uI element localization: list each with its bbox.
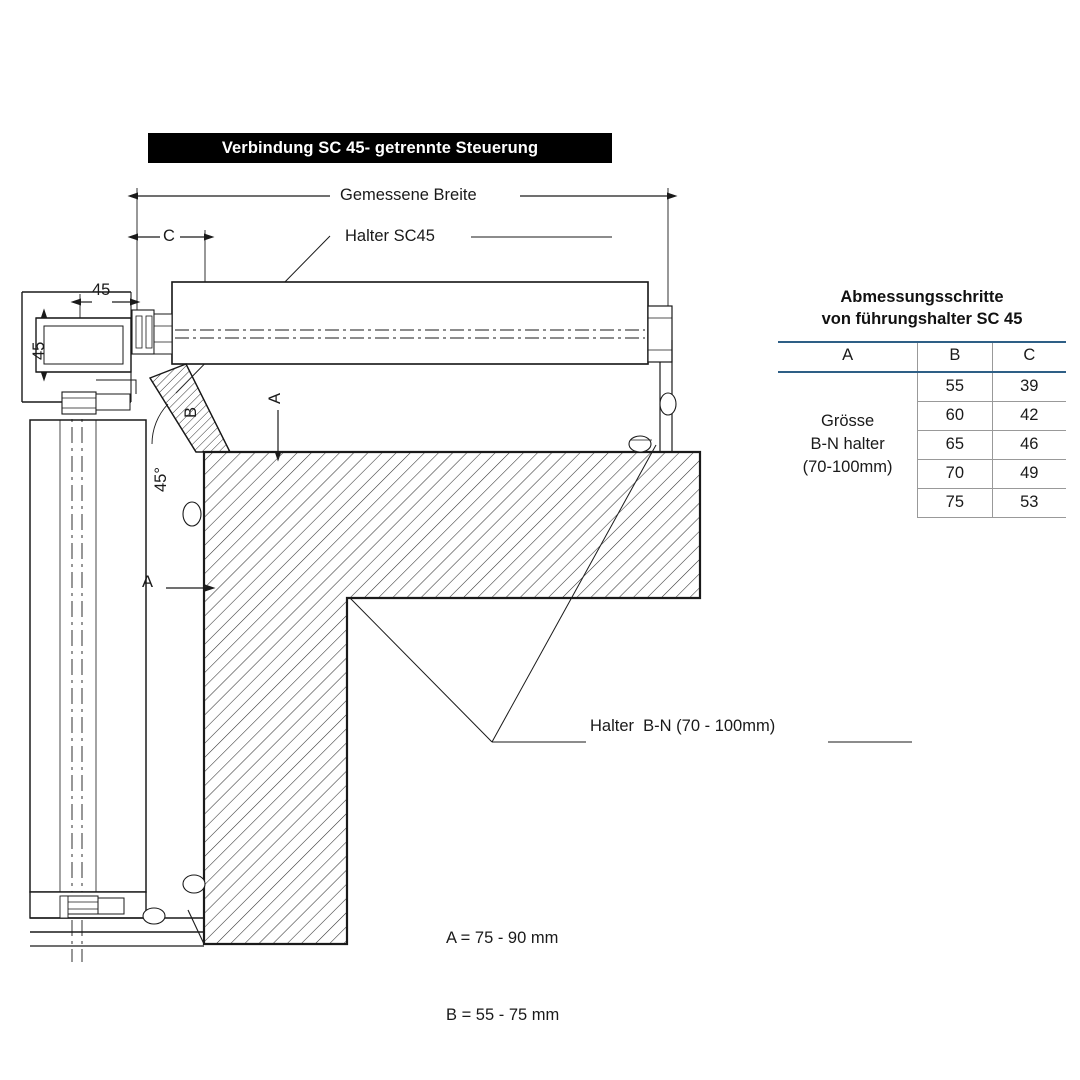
table-cell-b: 55: [918, 372, 992, 402]
label-dim-a-left: A: [142, 573, 154, 591]
roller-box-profile: [172, 282, 648, 364]
note-b: B = 55 - 75 mm: [446, 1005, 560, 1024]
notes-block: [446, 875, 559, 1080]
dimension-table-title: [778, 286, 1066, 331]
table-cell-c: 42: [992, 401, 1066, 430]
dimension-table: [778, 341, 1066, 518]
label-gemessene-breite: Gemessene Breite: [340, 186, 477, 204]
table-cell-c: 53: [992, 488, 1066, 517]
guide-rail-left: [30, 398, 146, 962]
rail-fitting-mid: [183, 502, 205, 893]
table-cell-a-line2: B-N halter: [810, 434, 885, 453]
label-dim-c: C: [163, 227, 175, 245]
dimension-table-block: [778, 286, 1066, 518]
label-dim-a-top: A: [266, 392, 284, 404]
table-cell-b: 75: [918, 488, 992, 517]
label-45-vertical: 45: [30, 341, 48, 360]
label-angle-45: 45°: [152, 467, 170, 492]
table-cell-a-group: [778, 372, 918, 518]
table-title-line1: Abmessungsschritte: [840, 288, 1004, 306]
wall-section: [204, 452, 700, 944]
label-dim-b: B: [182, 406, 200, 418]
table-cell-c: 49: [992, 459, 1066, 488]
table-title-line2: von führungshalter SC 45: [821, 310, 1023, 329]
table-header-a: A: [778, 342, 918, 372]
table-cell-b: 70: [918, 459, 992, 488]
table-cell-c: 46: [992, 430, 1066, 459]
table-cell-b: 65: [918, 430, 992, 459]
label-halter-sc45: Halter SC45: [345, 227, 435, 245]
label-halter-bn: Halter B-N (70 - 100mm): [590, 717, 776, 735]
label-45-horizontal: 45: [92, 281, 111, 299]
table-cell-a-line1: Grösse: [820, 411, 875, 430]
table-cell-c: 39: [992, 372, 1066, 402]
table-header-b: B: [918, 342, 992, 372]
table-header-c: C: [992, 342, 1066, 372]
table-header-row: [778, 342, 1066, 372]
corner-fitting-bottom-left: [30, 892, 204, 946]
diagram-title-banner: Verbindung SC 45- getrennte Steuerung: [148, 133, 612, 163]
table-row: [778, 372, 1066, 402]
table-cell-b: 60: [918, 401, 992, 430]
note-a: A = 75 - 90 mm: [446, 929, 559, 948]
table-cell-a-line3: (70-100mm): [802, 457, 893, 476]
